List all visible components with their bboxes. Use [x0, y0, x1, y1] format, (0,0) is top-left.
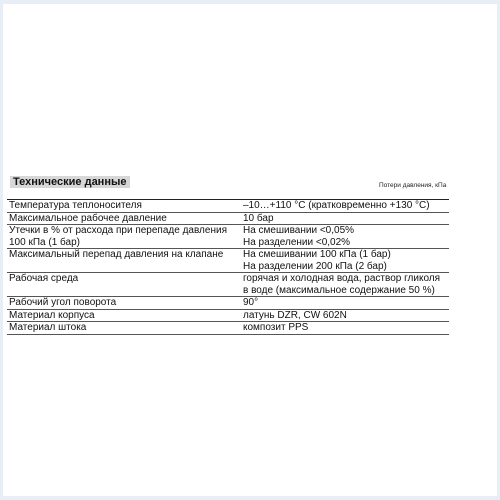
spec-value: горячая и холодная вода, раствор гликоля в воде (максимальное содержание 50 %) — [243, 273, 441, 296]
table-row — [7, 225, 449, 249]
spec-key: Максимальный перепад давления на клапане — [9, 249, 224, 260]
table-row — [7, 273, 449, 297]
pressure-loss-caption: Потери давления, кПа — [379, 182, 447, 189]
table-row — [7, 310, 449, 323]
spec-key: Температура теплоносителя — [9, 200, 142, 211]
spec-value: 10 бар — [243, 212, 274, 224]
spec-key: Рабочий угол поворота — [9, 297, 117, 308]
spec-value: композит PPS — [243, 322, 309, 333]
spec-value: На смешивании <0,05% На разделении <0,02% — [243, 225, 355, 248]
spec-key: Материал корпуса — [9, 309, 95, 321]
spec-value: латунь DZR, CW 602N — [243, 309, 347, 321]
spec-value: На смешивании 100 кПа (1 бар) На разделении 200 кПа (2 бар) — [243, 249, 391, 272]
table-row — [7, 297, 449, 310]
spec-key: Утечки в % от расхода при перепаде давления 100 кПа (1 бар) — [9, 225, 227, 248]
table-row — [7, 322, 449, 335]
document-page — [3, 4, 497, 496]
spec-key: Материал штока — [9, 322, 87, 333]
spec-key: Максимальное рабочее давление — [9, 212, 167, 224]
table-row — [7, 249, 449, 273]
table-row — [7, 213, 449, 226]
spec-value: –10…+110 °С (кратковременно +130 °С) — [243, 200, 430, 211]
section-title: Технические данные — [10, 176, 130, 188]
spec-value: 90° — [243, 297, 259, 308]
specs-table — [7, 199, 449, 335]
table-row — [7, 200, 449, 213]
spec-key: Рабочая среда — [9, 273, 79, 284]
